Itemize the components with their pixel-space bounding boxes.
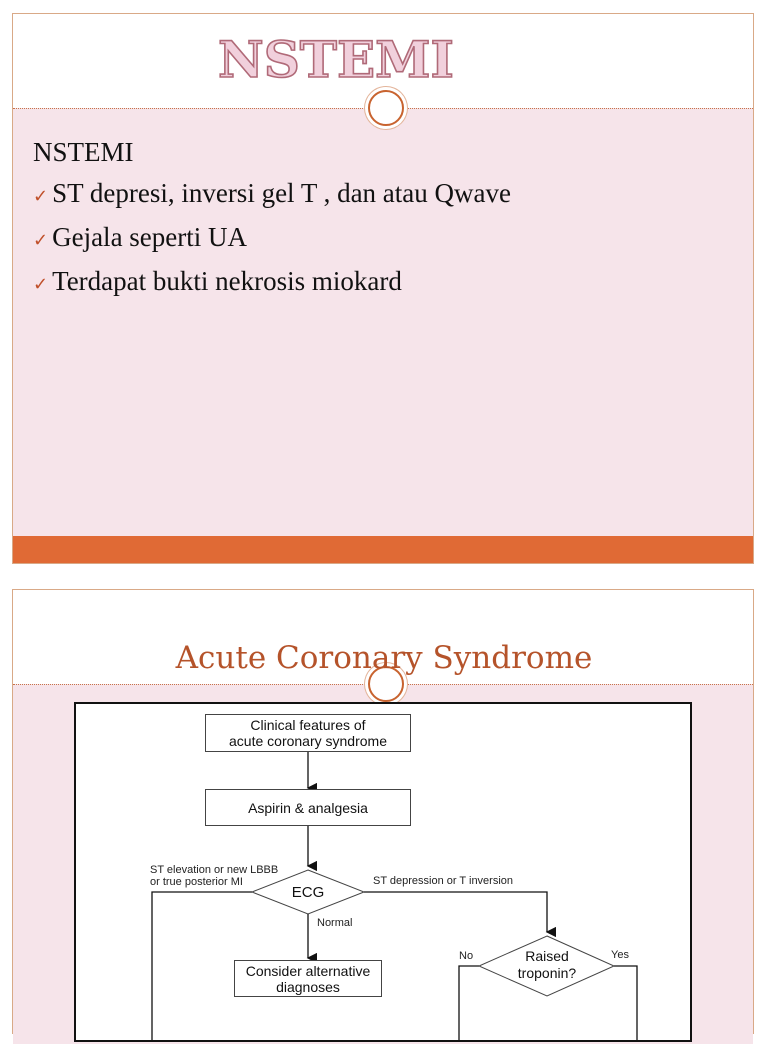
slide-title: Acute Coronary Syndrome <box>175 640 593 676</box>
acs-flowchart <box>74 702 692 1042</box>
ring-ornament-icon <box>368 90 404 126</box>
st-elevation-label: ST elevation or new LBBB or true posterior MI <box>150 864 279 888</box>
clinical-features-box: Clinical features of acute coronary syndrome <box>205 714 411 752</box>
consider-alternatives-box: Consider alternative diagnoses <box>234 960 382 997</box>
list-heading: NSTEMI <box>33 137 134 167</box>
check-icon: ✓ <box>33 274 49 295</box>
slide-body <box>13 108 753 537</box>
check-icon: ✓ <box>33 230 49 251</box>
footer-band <box>13 536 753 563</box>
aspirin-box: Aspirin & analgesia <box>205 789 411 826</box>
ecg-label: ECG <box>291 884 325 901</box>
connector-line <box>614 966 637 1040</box>
connector-line <box>459 966 479 1040</box>
slide-acs <box>12 589 754 1034</box>
slide-title: NSTEMI <box>218 30 454 89</box>
arrow-line <box>364 892 547 932</box>
troponin-label: Raised troponin? <box>517 948 577 981</box>
no-label: No <box>459 950 474 962</box>
check-icon: ✓ <box>33 186 49 207</box>
list-item: ✓ Terdapat bukti nekrosis miokard <box>33 266 402 296</box>
normal-label: Normal <box>317 917 353 929</box>
st-depression-label: ST depression or T inversion <box>373 875 514 887</box>
list-item: ✓ ST depresi, inversi gel T , dan atau Qwave <box>33 178 511 208</box>
slide-nstemi <box>12 13 754 564</box>
list-item: ✓ Gejala seperti UA <box>33 222 248 252</box>
bullet-list <box>33 132 511 305</box>
yes-label: Yes <box>611 949 629 961</box>
